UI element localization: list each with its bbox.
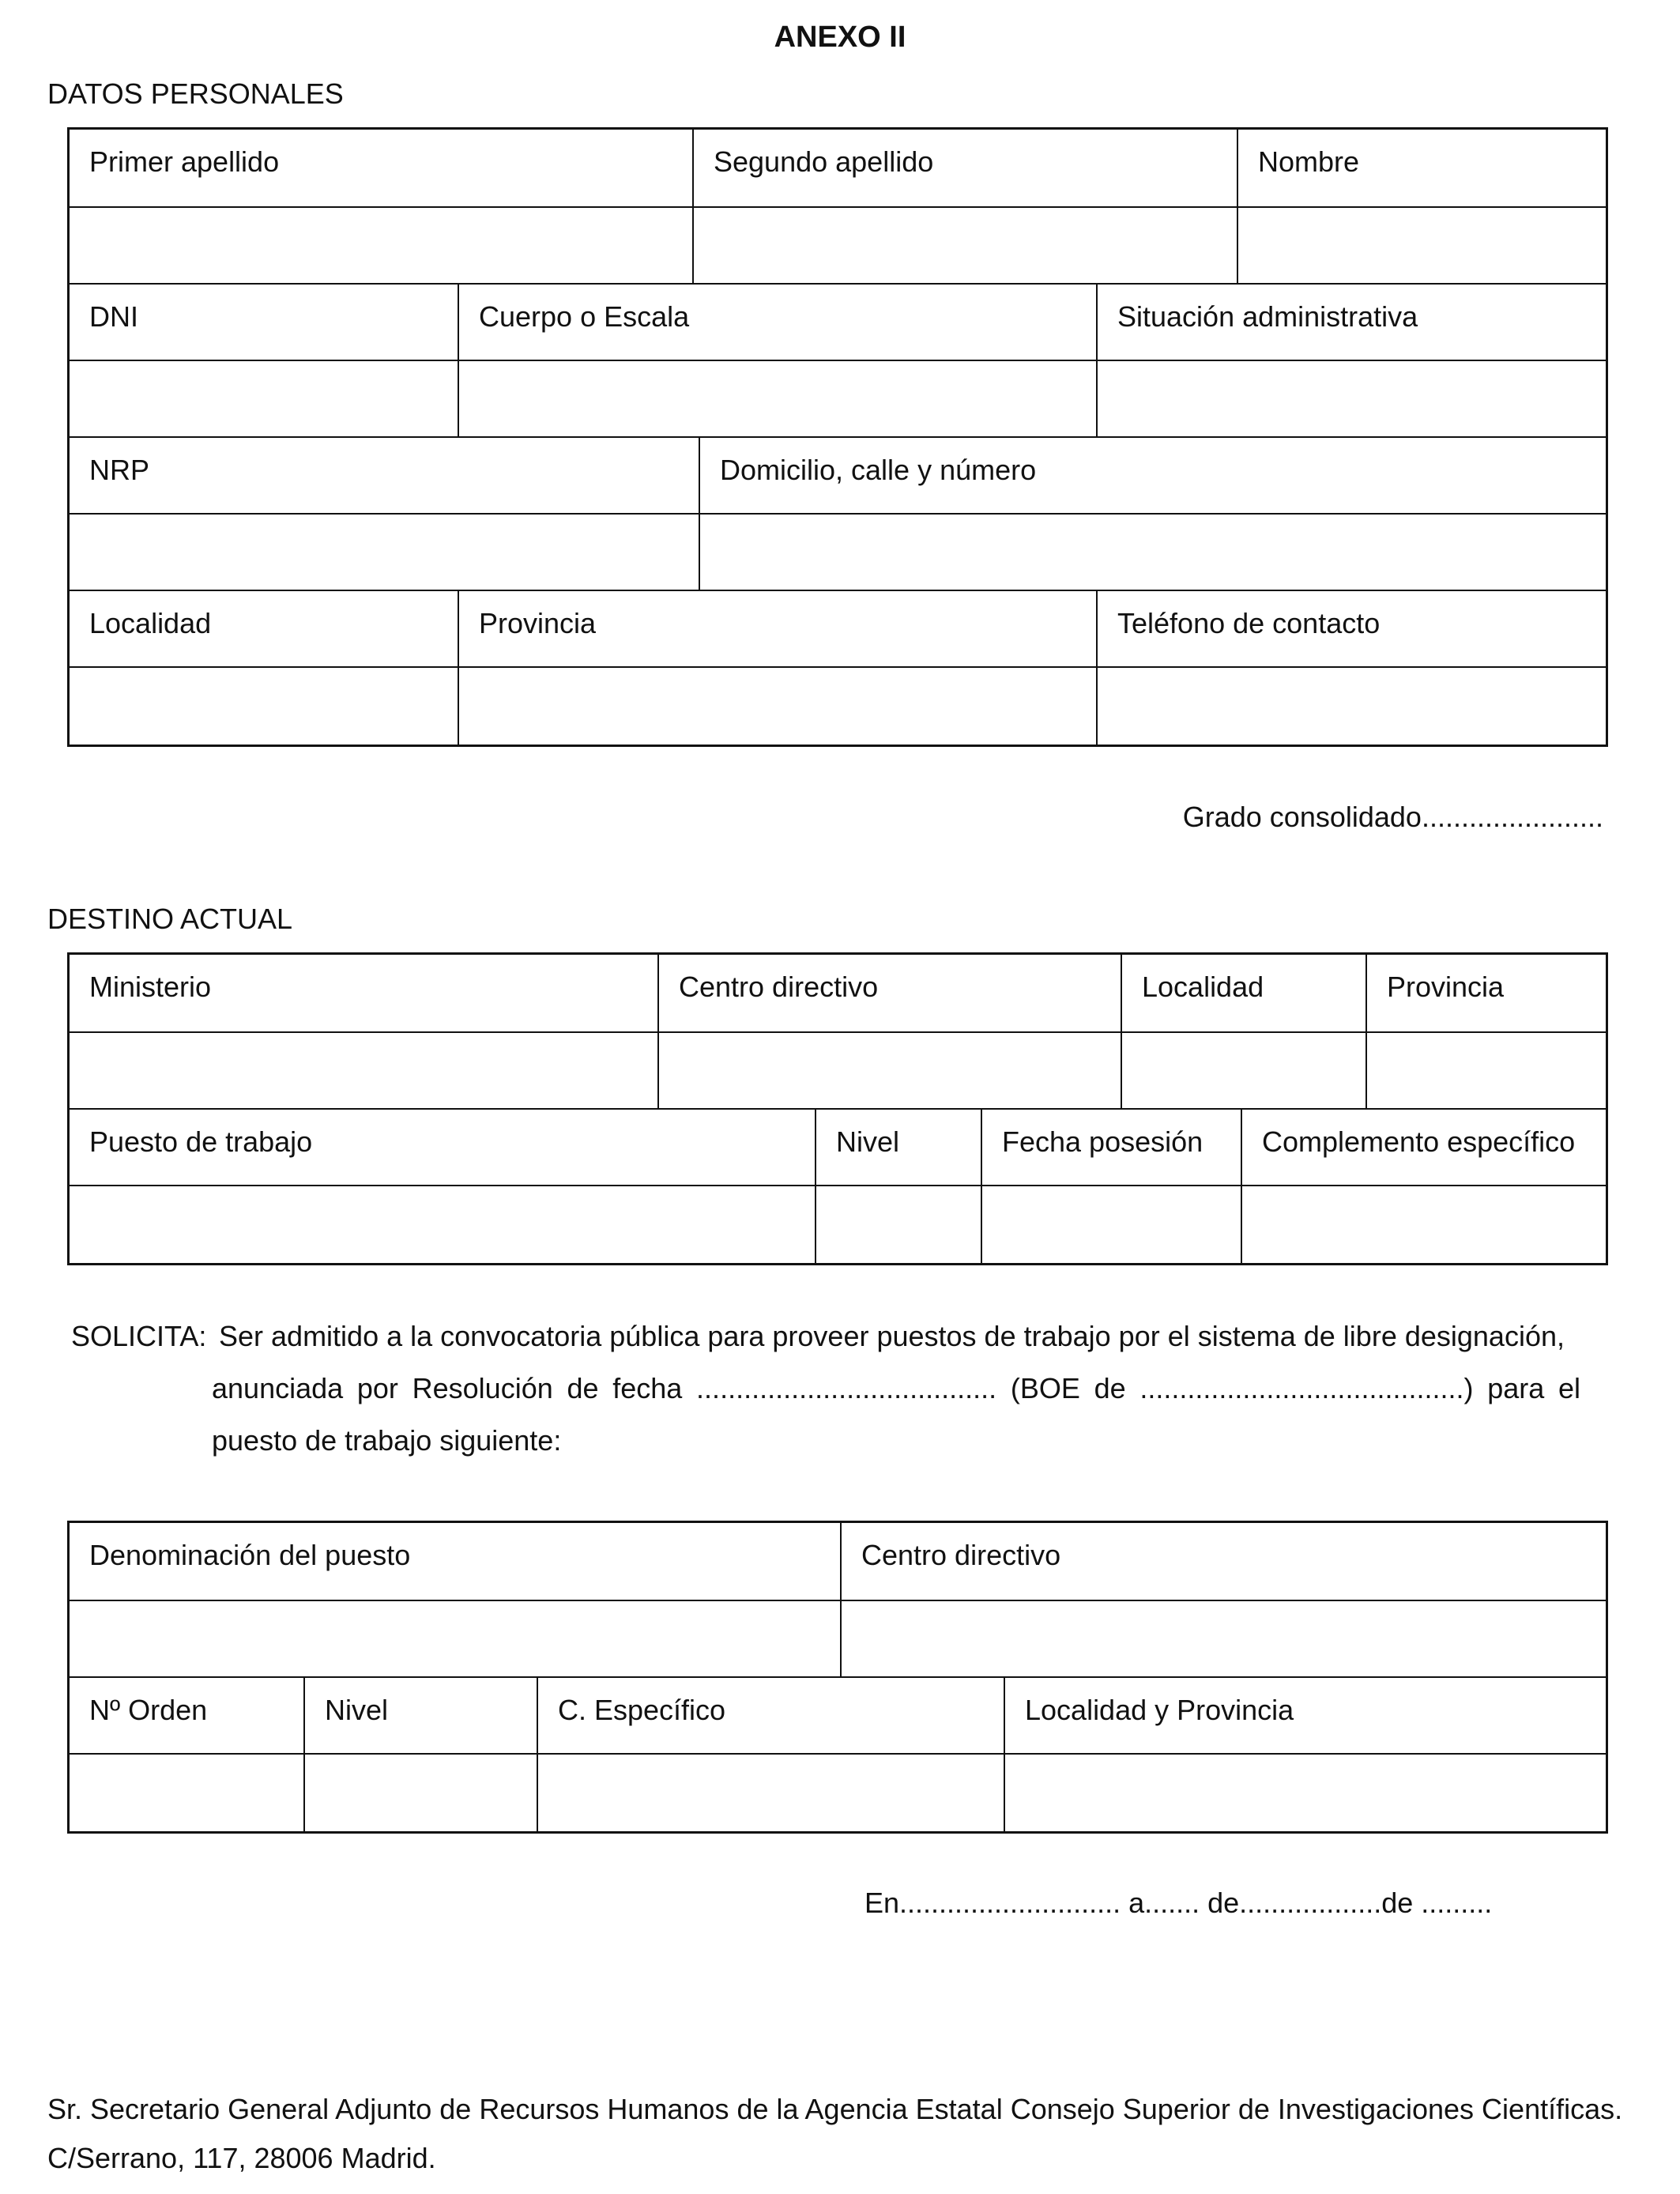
table-row <box>70 283 1606 361</box>
destinatario-line-2: C/Serrano, 117, 28006 Madrid. <box>47 2142 436 2174</box>
cell-puesto-label <box>70 1110 815 1186</box>
table-row <box>70 1676 1606 1755</box>
datos-personales-table <box>67 127 1608 747</box>
label-dni: DNI <box>89 300 138 333</box>
complemento-especifico-field[interactable] <box>1241 1186 1606 1265</box>
nivel-field[interactable] <box>815 1186 981 1265</box>
cell-provincia-label <box>458 591 1096 668</box>
label-nrp: NRP <box>89 454 150 486</box>
table-row <box>70 1108 1606 1186</box>
cell-nombre-label <box>1237 130 1606 206</box>
label-centro-directivo: Centro directivo <box>861 1539 1061 1571</box>
table-row <box>70 590 1606 668</box>
cell-c-especifico-label <box>537 1678 1004 1755</box>
cell-primer-apellido-label <box>70 130 692 206</box>
cell-nivel-label <box>303 1678 537 1755</box>
nivel-field[interactable] <box>303 1755 537 1833</box>
label-domicilio: Domicilio, calle y número <box>720 454 1037 486</box>
section-heading-destino-actual: DESTINO ACTUAL <box>47 903 293 935</box>
label-n-orden: Nº Orden <box>89 1694 208 1726</box>
label-ministerio: Ministerio <box>89 971 212 1003</box>
nrp-field[interactable] <box>70 515 699 591</box>
table-row <box>70 1753 1606 1833</box>
table-row <box>70 206 1606 285</box>
puesto-solicitado-table <box>67 1521 1608 1834</box>
section-heading-datos-personales: DATOS PERSONALES <box>47 77 344 110</box>
dni-field[interactable] <box>70 361 458 438</box>
provincia-field[interactable] <box>1365 1033 1606 1110</box>
table-row <box>70 1600 1606 1678</box>
solicita-line-2: anunciada por Resolución de fecha ...................................... (BOE de .........................................) para el <box>212 1372 1580 1404</box>
grado-consolidado: Grado consolidado....................... <box>1182 801 1603 833</box>
segundo-apellido-field[interactable] <box>692 208 1237 285</box>
destino-actual-table <box>67 952 1608 1265</box>
cuerpo-escala-field[interactable] <box>458 361 1096 438</box>
page-title: ANEXO II <box>774 21 906 54</box>
n-orden-field[interactable] <box>70 1755 303 1833</box>
label-fecha-posesion: Fecha posesión <box>1002 1125 1203 1158</box>
fecha-lugar-line: En............................ a....... de..................de ......... <box>864 1887 1493 1919</box>
table-row <box>70 1523 1606 1600</box>
table-row <box>70 955 1606 1031</box>
label-provincia: Provincia <box>1387 971 1505 1003</box>
cell-n-orden-label <box>70 1678 303 1755</box>
cell-dni-label <box>70 285 458 361</box>
label-c-especifico: C. Específico <box>558 1694 726 1726</box>
cell-nivel-label <box>815 1110 981 1186</box>
label-situacion-administrativa: Situación administrativa <box>1117 300 1418 333</box>
primer-apellido-field[interactable] <box>70 208 692 285</box>
table-row <box>70 1185 1606 1265</box>
c-especifico-field[interactable] <box>537 1755 1004 1833</box>
cell-localidad-label <box>70 591 458 668</box>
label-localidad-provincia: Localidad y Provincia <box>1025 1694 1294 1726</box>
cell-telefono-label <box>1096 591 1606 668</box>
label-primer-apellido: Primer apellido <box>89 145 280 178</box>
table-row <box>70 130 1606 206</box>
localidad-provincia-field[interactable] <box>1004 1755 1606 1833</box>
telefono-field[interactable] <box>1096 668 1606 746</box>
cell-localidad-provincia-label <box>1004 1678 1606 1755</box>
cell-provincia-label <box>1365 955 1606 1031</box>
denominacion-puesto-field[interactable] <box>70 1601 840 1678</box>
table-row <box>70 1031 1606 1110</box>
destinatario-line-1: Sr. Secretario General Adjunto de Recursos Humanos de la Agencia Estatal Consejo Superior de Investigaciones Científicas. <box>47 2093 1623 2125</box>
provincia-field[interactable] <box>458 668 1096 746</box>
cell-ministerio-label <box>70 955 657 1031</box>
label-nivel: Nivel <box>325 1694 389 1726</box>
cell-fecha-posesion-label <box>981 1110 1241 1186</box>
table-row <box>70 513 1606 591</box>
cell-localidad-label <box>1121 955 1365 1031</box>
label-nombre: Nombre <box>1258 145 1360 178</box>
puesto-de-trabajo-field[interactable] <box>70 1186 815 1265</box>
label-puesto-de-trabajo: Puesto de trabajo <box>89 1125 313 1158</box>
cell-domicilio-label <box>699 438 1606 515</box>
localidad-field[interactable] <box>1121 1033 1365 1110</box>
table-row <box>70 360 1606 438</box>
label-localidad: Localidad <box>89 607 212 639</box>
table-row <box>70 666 1606 746</box>
label-provincia: Provincia <box>479 607 597 639</box>
solicita-line-1: Ser admitido a la convocatoria pública para proveer puestos de trabajo por el sistema de libre designación, <box>219 1320 1565 1352</box>
label-localidad: Localidad <box>1142 971 1264 1003</box>
cell-situacion-label <box>1096 285 1606 361</box>
table-row <box>70 436 1606 515</box>
label-denominacion-puesto: Denominación del puesto <box>89 1539 411 1571</box>
label-cuerpo-escala: Cuerpo o Escala <box>479 300 690 333</box>
centro-directivo-field[interactable] <box>657 1033 1121 1110</box>
cell-centro-directivo-label <box>657 955 1121 1031</box>
cell-centro-directivo-label <box>840 1523 1606 1600</box>
label-centro-directivo: Centro directivo <box>679 971 879 1003</box>
solicita-label: SOLICITA: <box>71 1320 207 1352</box>
domicilio-field[interactable] <box>699 515 1606 591</box>
localidad-field[interactable] <box>70 668 458 746</box>
solicita-line-3: puesto de trabajo siguiente: <box>212 1424 562 1457</box>
cell-denominacion-label <box>70 1523 840 1600</box>
label-segundo-apellido: Segundo apellido <box>714 145 934 178</box>
ministerio-field[interactable] <box>70 1033 657 1110</box>
nombre-field[interactable] <box>1237 208 1606 285</box>
situacion-administrativa-field[interactable] <box>1096 361 1606 438</box>
cell-cuerpo-label <box>458 285 1096 361</box>
label-telefono: Teléfono de contacto <box>1117 607 1381 639</box>
cell-segundo-apellido-label <box>692 130 1237 206</box>
fecha-posesion-field[interactable] <box>981 1186 1241 1265</box>
cell-nrp-label <box>70 438 699 515</box>
cell-complemento-label <box>1241 1110 1606 1186</box>
label-complemento-especifico: Complemento específico <box>1262 1125 1576 1158</box>
centro-directivo-field[interactable] <box>840 1601 1606 1678</box>
label-nivel: Nivel <box>836 1125 900 1158</box>
